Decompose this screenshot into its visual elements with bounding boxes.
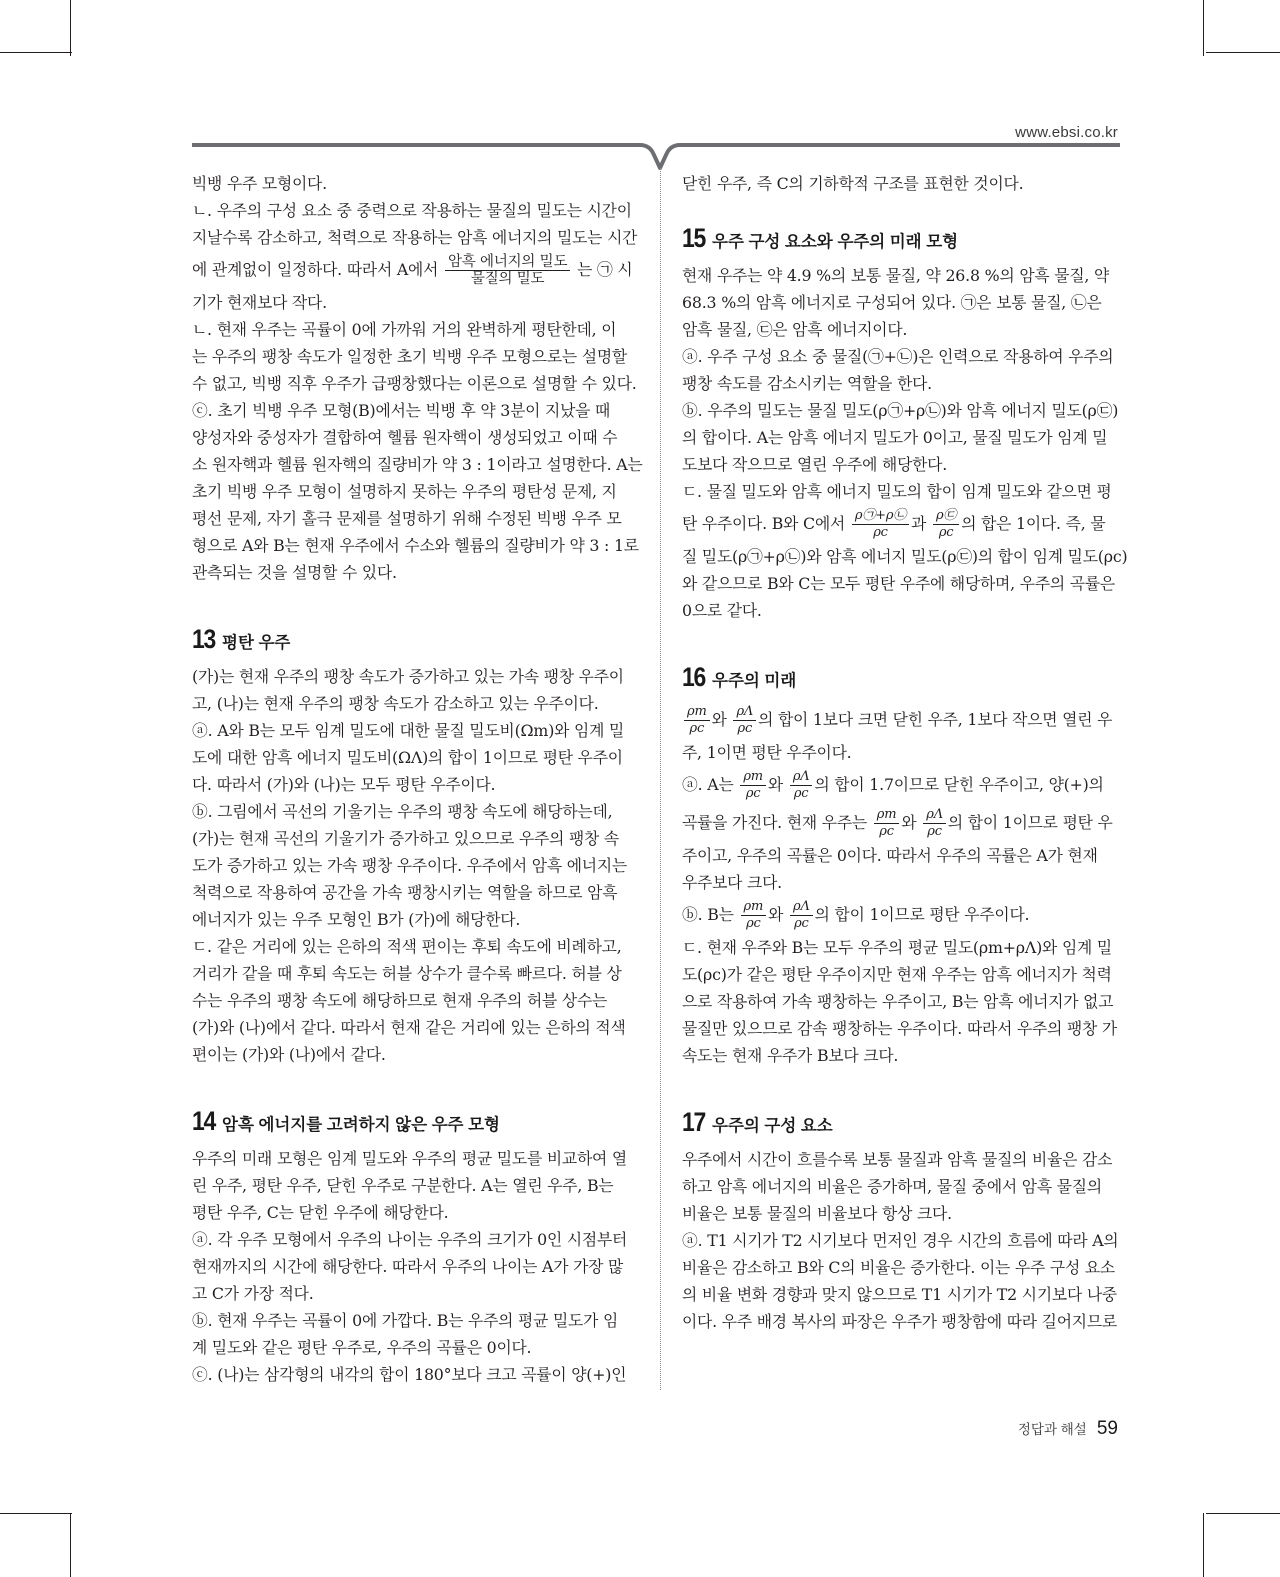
text-line: 수는 우주의 팽창 속도에 해당하므로 현재 우주의 허블 상수는 xyxy=(192,991,608,1010)
text-segment: 와 xyxy=(901,813,917,832)
fraction-numerator: ρm xyxy=(740,769,766,786)
section-number: 13 xyxy=(192,624,215,654)
text-line: 다. 따라서 (가)와 (나)는 모두 평탄 우주이다. xyxy=(192,775,496,794)
text-line: 고, (나)는 현재 우주의 팽창 속도가 감소하고 있는 우주이다. xyxy=(192,694,599,713)
text-segment: 와 xyxy=(768,905,784,924)
text-line: ⓒ. 초기 빅뱅 우주 모형(B)에서는 빅뱅 후 약 3분이 지났을 때 xyxy=(192,401,611,420)
fraction xyxy=(790,769,813,802)
fraction xyxy=(790,899,813,932)
fraction-numerator: ρΛ xyxy=(733,704,756,721)
text-line: ⓑ. 우주의 밀도는 물질 밀도(ρ㉠+ρ㉡)와 암흑 에너지 밀도(ρ㉢) xyxy=(682,401,1119,420)
fraction xyxy=(733,704,756,737)
text-line: 닫힌 우주, 즉 C의 기하학적 구조를 표현한 것이다. xyxy=(682,174,1024,193)
fraction-denominator: ρc xyxy=(737,721,753,736)
text-line-with-fraction xyxy=(682,505,1119,543)
text-line: 68.3 %의 암흑 에너지로 구성되어 있다. ㉠은 보통 물질, ㉡은 xyxy=(682,293,1102,312)
text-line: 계 밀도와 같은 평탄 우주로, 우주의 곡률은 0이다. xyxy=(192,1338,532,1357)
text-line: 린 우주, 평탄 우주, 닫힌 우주로 구분한다. A는 열린 우주, B는 xyxy=(192,1176,614,1195)
crop-mark xyxy=(0,1513,72,1514)
text-line: 이다. 우주 배경 복사의 파장은 우주가 팽창함에 따라 길어지므로 xyxy=(682,1312,1117,1331)
fraction-numerator: ρm xyxy=(684,704,710,721)
fraction-denominator: ρc xyxy=(873,525,888,540)
text-line: 도보다 작으므로 열린 우주에 해당한다. xyxy=(682,455,948,474)
page-footer xyxy=(1018,1418,1118,1440)
text-line: 지날수록 감소하고, 척력으로 작용하는 암흑 에너지의 밀도는 시간 xyxy=(192,228,638,247)
text-line: ㄷ. 같은 거리에 있는 은하의 적색 편이는 후퇴 속도에 비례하고, xyxy=(192,937,622,956)
text-line: ㄷ. 현재 우주와 B는 모두 우주의 평균 밀도(ρm+ρΛ)와 임계 밀 xyxy=(682,938,1112,957)
text-line: (가)는 현재 우주의 팽창 속도가 증가하고 있는 가속 팽창 우주이 xyxy=(192,667,624,686)
section-heading-17 xyxy=(682,1107,1119,1138)
fraction-numerator: 암흑 에너지의 밀도 xyxy=(445,254,570,271)
text-line: ⓐ. 각 우주 모형에서 우주의 나이는 우주의 크기가 0인 시점부터 xyxy=(192,1230,628,1249)
section-number: 15 xyxy=(682,223,705,253)
text-line: 수 없고, 빅뱅 직후 우주가 급팽창했다는 이론으로 설명할 수 있다. xyxy=(192,374,637,393)
text-line-with-fraction xyxy=(682,701,1119,739)
text-line-with-fraction xyxy=(682,896,1119,934)
text-line: (가)는 현재 곡선의 기울기가 증가하고 있으므로 우주의 팽창 속 xyxy=(192,829,619,848)
text-line: 주, 1이면 평탄 우주이다. xyxy=(682,743,852,762)
right-column xyxy=(682,170,1128,1335)
text-segment: 과 xyxy=(911,514,927,533)
header-rule xyxy=(0,0,1280,180)
crop-mark xyxy=(70,1513,71,1577)
fraction-denominator: ρc xyxy=(746,916,761,931)
left-column xyxy=(192,170,643,1388)
text-segment: 의 합이 1보다 크면 닫힌 우주, 1보다 작으면 열린 우 xyxy=(758,710,1113,729)
text-segment: 는 ㉠ 시 xyxy=(577,260,633,279)
section-number: 14 xyxy=(192,1106,215,1136)
section-title: 우주의 미래 xyxy=(712,672,797,690)
text-line: ⓒ. (나)는 삼각형의 내각의 합이 180°보다 크고 곡률이 양(+)인 xyxy=(192,1365,627,1384)
fraction-numerator: ρm xyxy=(874,807,900,824)
section-title: 암흑 에너지를 고려하지 않은 우주 모형 xyxy=(222,1116,500,1134)
fraction xyxy=(740,769,766,802)
fraction-denominator: ρc xyxy=(938,525,954,540)
text-line: 고 C가 가장 적다. xyxy=(192,1284,314,1303)
text-segment: 탄 우주이다. B와 C에서 xyxy=(682,514,846,533)
text-line: 우주의 미래 모형은 임계 밀도와 우주의 평균 밀도를 비교하여 열 xyxy=(192,1149,627,1168)
text-line: 형으로 A와 B는 현재 우주에서 수소와 헬륨의 질량비가 약 3 : 1로 xyxy=(192,536,639,555)
text-line: 비율은 감소하고 B와 C의 비율은 증가한다. 이는 우주 구성 요소 xyxy=(682,1258,1115,1277)
fraction-numerator: ρΛ xyxy=(923,807,946,824)
text-line: 비율은 보통 물질의 비율보다 항상 크다. xyxy=(682,1204,952,1223)
crop-mark xyxy=(1206,1513,1280,1514)
text-line: 와 같으므로 B와 C는 모두 평탄 우주에 해당하며, 우주의 곡률은 xyxy=(682,574,1115,593)
text-line: 도가 증가하고 있는 가속 팽창 우주이다. 우주에서 암흑 에너지는 xyxy=(192,856,627,875)
fraction xyxy=(923,807,946,840)
text-segment: 와 xyxy=(711,710,727,729)
section-heading-14 xyxy=(192,1106,629,1137)
text-line: 질 밀도(ρ㉠+ρ㉡)와 암흑 에너지 밀도(ρ㉢)의 합이 임계 밀도(ρc) xyxy=(682,547,1128,566)
section-title: 우주 구성 요소와 우주의 미래 모형 xyxy=(712,233,959,251)
fraction xyxy=(684,704,710,737)
fraction-denominator: ρc xyxy=(879,824,894,839)
text-line: 우주보다 크다. xyxy=(682,873,783,892)
section-heading-15 xyxy=(682,223,1119,254)
fraction-numerator: ρ㉠+ρ㉡ xyxy=(852,508,909,525)
text-line: 현재까지의 시간에 해당한다. 따라서 우주의 나이는 A가 가장 많 xyxy=(192,1257,624,1276)
text-line: 0으로 같다. xyxy=(682,601,762,620)
site-url: www.ebsi.co.kr xyxy=(1015,124,1118,141)
text-line: 팽창 속도를 감소시키는 역할을 한다. xyxy=(682,374,933,393)
text-line: ⓑ. 현재 우주는 곡률이 0에 가깝다. B는 우주의 평균 밀도가 임 xyxy=(192,1311,619,1330)
text-line: 에너지가 있는 우주 모형인 B가 (가)에 해당한다. xyxy=(192,910,521,929)
text-line: 도(ρc)가 같은 평탄 우주이지만 현재 우주는 암흑 에너지가 척력 xyxy=(682,965,1112,984)
text-line: 의 비율 변화 경향과 맞지 않으므로 T1 시기가 T2 시기보다 나중 xyxy=(682,1285,1117,1304)
text-segment: ⓑ. B는 xyxy=(682,905,734,924)
fraction xyxy=(741,899,767,932)
fraction-denominator: ρc xyxy=(745,786,761,801)
text-segment: ⓐ. A는 xyxy=(682,775,734,794)
text-line: 하고 암흑 에너지의 비율은 증가하며, 물질 중에서 암흑 물질의 xyxy=(682,1177,1102,1196)
section-title: 우주의 구성 요소 xyxy=(712,1117,833,1135)
text-line: 척력으로 작용하여 공간을 가속 팽창시키는 역할을 하므로 암흑 xyxy=(192,883,618,902)
section-heading-13 xyxy=(192,624,629,655)
footer-label: 정답과 해설 xyxy=(1017,1422,1087,1437)
text-segment: 의 합이 1이므로 평탄 우주이다. xyxy=(814,905,1030,924)
fraction-numerator: ρm xyxy=(741,899,767,916)
fraction-numerator: ρΛ xyxy=(790,899,813,916)
fraction-numerator: ρΛ xyxy=(790,769,813,786)
text-line: 의 합이다. A는 암흑 에너지 밀도가 0이고, 물질 밀도가 임계 밀 xyxy=(682,428,1108,447)
fraction xyxy=(933,508,959,541)
fraction xyxy=(852,508,909,541)
text-line: 평탄 우주, C는 닫힌 우주에 해당한다. xyxy=(192,1203,449,1222)
text-line: 초기 빅뱅 우주 모형이 설명하지 못하는 우주의 평탄성 문제, 지 xyxy=(192,482,617,501)
text-line: ⓑ. 그림에서 곡선의 기울기는 우주의 팽창 속도에 해당하는데, xyxy=(192,802,613,821)
fraction-denominator: ρc xyxy=(927,824,942,839)
crop-mark xyxy=(1203,1513,1204,1577)
text-line: 는 우주의 팽창 속도가 일정한 초기 빅뱅 우주 모형으로는 설명할 xyxy=(192,347,627,366)
text-segment: 의 합은 1이다. 즉, 물 xyxy=(961,514,1106,533)
text-line: ㄴ. 현재 우주는 곡률이 0에 가까워 거의 완벽하게 평탄한데, 이 xyxy=(192,320,617,339)
text-line: ㄴ. 우주의 구성 요소 중 중력으로 작용하는 물질의 밀도는 시간이 xyxy=(192,201,632,220)
fraction-denominator: 물질의 밀도 xyxy=(470,271,545,287)
text-line: 거리가 같을 때 후퇴 속도는 허블 상수가 클수록 빠르다. 허블 상 xyxy=(192,964,622,983)
text-line: 빅뱅 우주 모형이다. xyxy=(192,174,327,193)
text-line: 관측되는 것을 설명할 수 있다. xyxy=(192,563,397,582)
text-line: 으로 작용하여 가속 팽창하는 우주이고, B는 암흑 에너지가 없고 xyxy=(682,992,1114,1011)
section-title: 평탄 우주 xyxy=(222,634,291,652)
text-line: 우주에서 시간이 흐를수록 보통 물질과 암흑 물질의 비율은 감소 xyxy=(682,1150,1113,1169)
text-segment: 의 합이 1.7이므로 닫힌 우주이고, 양(+)의 xyxy=(814,775,1104,794)
fraction xyxy=(874,807,900,840)
column-divider xyxy=(660,168,661,1390)
text-line: ⓐ. 우주 구성 요소 중 물질(㉠+㉡)은 인력으로 작용하여 우주의 xyxy=(682,347,1114,366)
text-line: 기가 현재보다 작다. xyxy=(192,293,327,312)
text-segment: 의 합이 1이므로 평탄 우 xyxy=(947,813,1113,832)
text-line-with-fraction xyxy=(682,766,1119,804)
fraction-numerator: ρ㉢ xyxy=(933,508,959,525)
fraction-denominator: ρc xyxy=(793,786,809,801)
text-segment: 와 xyxy=(767,775,783,794)
fraction xyxy=(445,254,570,287)
text-line: 도에 대한 암흑 에너지 밀도비(ΩΛ)의 합이 1이므로 평탄 우주이 xyxy=(192,748,623,767)
text-line: 속도는 현재 우주가 B보다 크다. xyxy=(682,1046,899,1065)
text-line: 평선 문제, 자기 홀극 문제를 설명하기 위해 수정된 빅뱅 우주 모 xyxy=(192,509,622,528)
text-line: 소 원자핵과 헬륨 원자핵의 질량비가 약 3 : 1이라고 설명한다. A는 xyxy=(192,455,643,474)
text-line: 암흑 물질, ㉢은 암흑 에너지이다. xyxy=(682,320,908,339)
text-line: ⓐ. A와 B는 모두 임계 밀도에 대한 물질 밀도비(Ωm)와 임계 밀 xyxy=(192,721,625,740)
text-line-with-fraction xyxy=(192,251,633,289)
text-line: 물질만 있으므로 감속 팽창하는 우주이다. 따라서 우주의 팽창 가 xyxy=(682,1019,1117,1038)
text-line: 양성자와 중성자가 결합하여 헬륨 원자핵이 생성되었고 이때 수 xyxy=(192,428,618,447)
section-number: 16 xyxy=(682,662,705,692)
page-number: 59 xyxy=(1096,1418,1118,1439)
text-line: 현재 우주는 약 4.9 %의 보통 물질, 약 26.8 %의 암흑 물질, 약 xyxy=(682,266,1110,285)
fraction-denominator: ρc xyxy=(689,721,705,736)
section-heading-16 xyxy=(682,662,1119,693)
text-line: ㄷ. 물질 밀도와 암흑 에너지 밀도의 합이 임계 밀도와 같으면 평 xyxy=(682,482,1112,501)
section-number: 17 xyxy=(682,1107,705,1137)
text-segment: 에 관계없이 일정하다. 따라서 A에서 xyxy=(192,260,439,279)
text-line-with-fraction xyxy=(682,804,1119,842)
text-line: 주이고, 우주의 곡률은 0이다. 따라서 우주의 곡률은 A가 현재 xyxy=(682,846,1098,865)
text-line: ⓐ. T1 시기가 T2 시기보다 먼저인 경우 시간의 흐름에 따라 A의 xyxy=(682,1231,1119,1250)
fraction-denominator: ρc xyxy=(794,916,809,931)
text-line: (가)와 (나)에서 같다. 따라서 현재 같은 거리에 있는 은하의 적색 xyxy=(192,1018,626,1037)
text-line: 편이는 (가)와 (나)에서 같다. xyxy=(192,1045,386,1064)
text-segment: 곡률을 가진다. 현재 우주는 xyxy=(682,813,867,832)
